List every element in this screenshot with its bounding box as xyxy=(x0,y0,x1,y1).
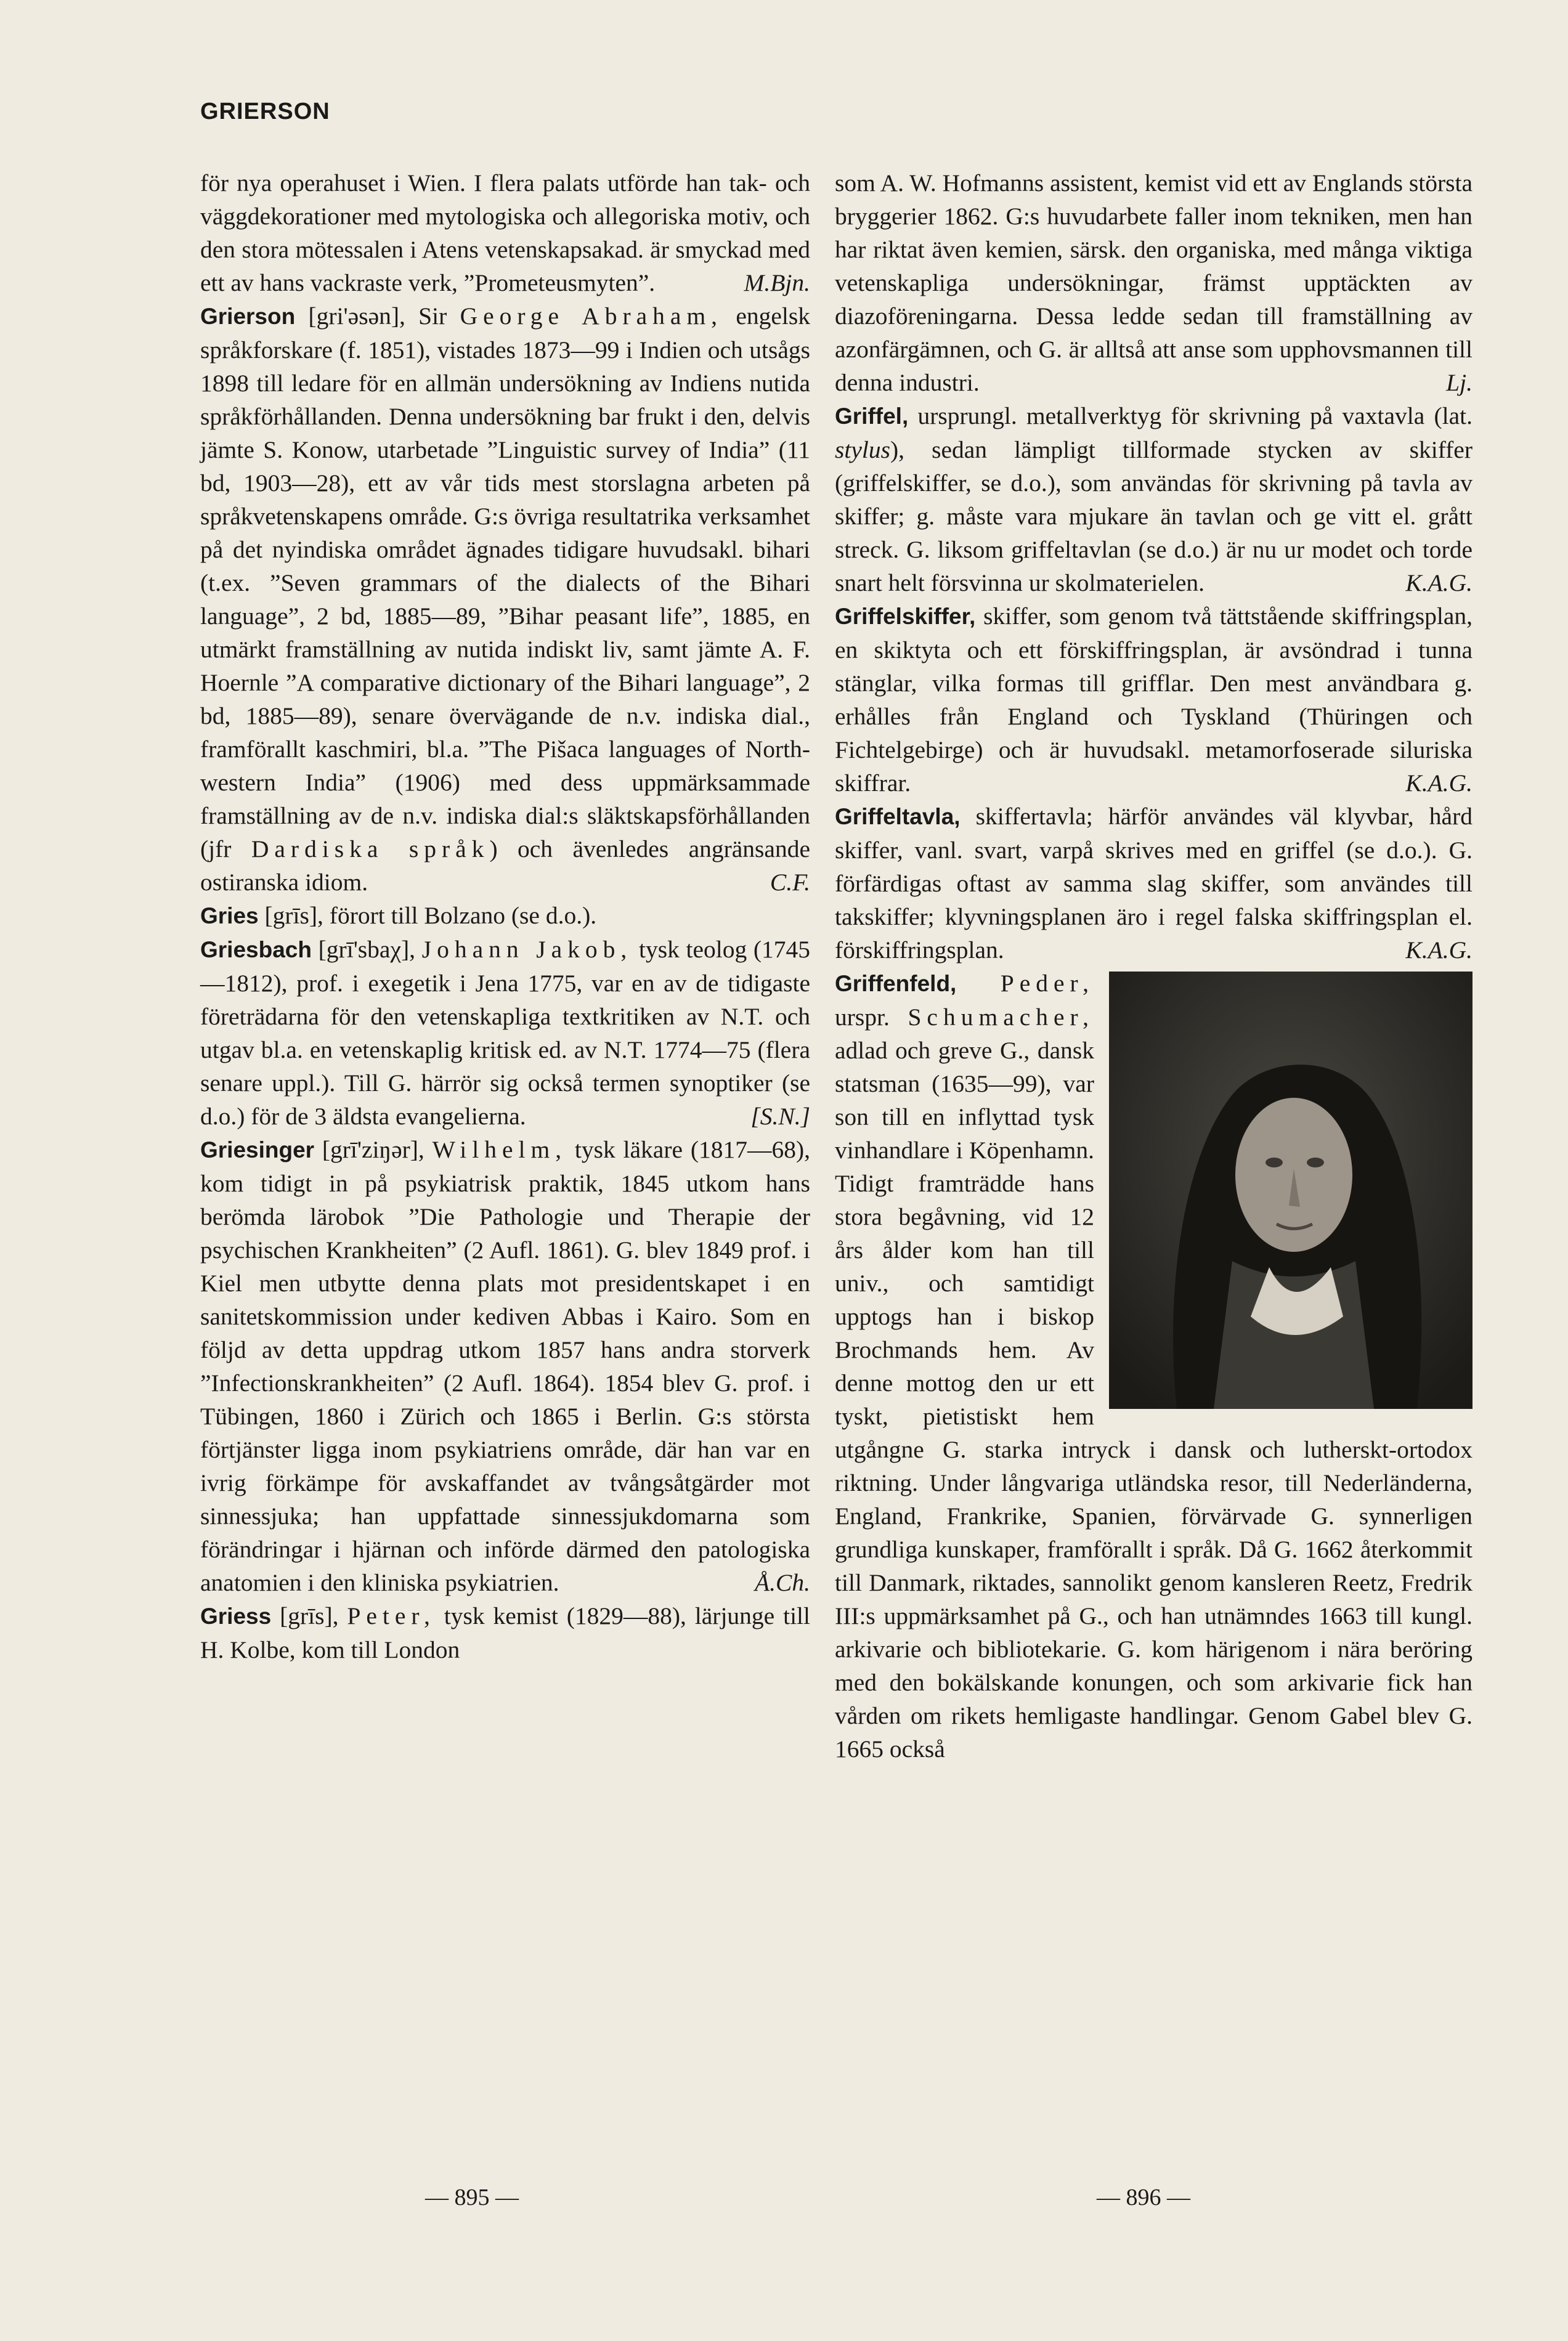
author-signature: K.A.G. xyxy=(1405,769,1473,797)
entry-text: [grīs], förort till Bolzano (se d.o.). xyxy=(264,902,597,929)
page-number-left: — 895 — xyxy=(425,2185,519,2210)
headword: Griffeltavla, xyxy=(835,804,961,829)
right-column xyxy=(835,166,1473,1766)
entry-text: ) och ävenledes angränsande ostiranska idiom. xyxy=(200,835,810,896)
person-name: Schumacher, xyxy=(908,1004,1094,1031)
entry-text: engelsk språkforskare (f. 1851), vistades 1873—99 i Indien och utsågs 1898 till ledare för en allmän undersökning av Indiens nutida språkförhållanden. Denna undersökning bar frukt i den, delvis jämte S. Konow, utarbetade ”Linguistic survey of India” (11 bd, 1903—28), ett av vår tids mest storslagna arbeten på språkvetenskapens område. G:s övriga resultatrika verksamhet på det nyindiska området ägnades tidigare huvudsakl. bihari (t.ex. ”Seven grammars of the dialects of the Bihari language”, 2 bd, 1885—89, ”Bihar peasant life”, 1885, en utmärkt framställning av nutida indiskt liv, samt jämte A. F. Hoernle ”A comparative dictionary of the Bihari language”, 2 bd, 1885—89), senare övervägande de n.v. indiska dial., framförallt kaschmiri, bl.a. ”The Pišaca languages of North-western India” (1906) med dess uppmärksammade framställning av de n.v. indiska dial:s släktskapsförhållanden (jfr xyxy=(200,302,811,862)
page-number-right: — 896 — xyxy=(1097,2185,1190,2210)
headword: Gries xyxy=(200,903,259,928)
entry-griesinger xyxy=(200,1133,810,1599)
entry-continuation xyxy=(200,166,810,299)
entry-gries xyxy=(200,899,810,933)
pronunciation: [grī'sbaχ], xyxy=(318,936,416,963)
pronunciation: [gri'əsən], Sir xyxy=(308,302,447,330)
entry-griffenfeld xyxy=(835,967,1473,1766)
headword: Griffel, xyxy=(835,404,909,429)
author-signature: [S.N.] xyxy=(750,1103,810,1130)
headword: Griess xyxy=(200,1604,272,1629)
headword: Griffelskiffer, xyxy=(835,604,976,629)
entry-continuation xyxy=(835,166,1473,399)
entry-griffel xyxy=(835,399,1473,599)
person-name: George Abraham, xyxy=(460,302,723,330)
entry-text: tysk läkare (1817—68), kom tidigt in på psykiatrisk praktik, 1845 utkom hans berömda lärobok ”Die Pathologie und Therapie der psychischen Krankheiten” (2 Aufl. 1861). G. blev 1849 prof. i Kiel men utbytte denna plats mot presidentskapet i en sanitetskommission under kediven Abbas i Kairo. Som en följd av detta uppdrag utkom 1857 hans andra storverk ”Infectionskrankheiten” (2 Aufl. 1864). 1854 blev G. prof. i Tübingen, 1860 i Zürich och 1865 i Berlin. G:s största förtjänster ligga inom psykiatriens område, där han var en ivrig förkämpe för avskaffandet av tvångsåtgärder mot sinnessjuka; han uppfattade sinnessjukdomarna som förändringar i hjärnan och införde därmed den patologiska anatomien i den kliniska psykiatrien. xyxy=(200,1136,810,1596)
entry-text: som A. W. Hofmanns assistent, kemist vid ett av Englands största bryggerier 1862. G:s huvudarbete faller inom tekniken, men han har riktat även kemien, särsk. den organiska, med många viktiga vetenskapliga undersökningar, främst upptäckten av diazoföreningarna. Dessa ledde sedan till framställning av azonfärgämnen, och G. är alltså att anse som upphovsmannen till denna industri. xyxy=(835,169,1473,396)
pronunciation: [grīs], xyxy=(280,1602,339,1629)
latin-term: stylus xyxy=(835,436,890,463)
portrait-image xyxy=(1109,972,1473,1409)
entry-text: skiffer, som genom två tättstående skiffringsplan, en skiktyta och ett förskiffringsplan, är avsöndrad i tunna stänglar, vilka formas till grifflar. Den mest användbara g. erhålles från England och Tyskland (Thüringen och Fichtelgebirge) och är huvudsakl. metamorfoserade siluriska skiffrar. xyxy=(835,602,1473,797)
entry-text: urspr. xyxy=(835,1004,890,1031)
left-column xyxy=(200,166,810,1666)
author-signature: Lj. xyxy=(1446,369,1473,396)
running-head: GRIERSON xyxy=(200,99,330,124)
entry-text: skiffertavla; härför användes väl klyvbar, hård skiffer, vanl. svart, varpå skrives med en griffel (se d.o.). G. förfärdigas oftast av samma slag skiffer, som användes till takskiffer; klyvningsplanen äro i regel falska skiffringsplan el. förskiffringsplan. xyxy=(835,803,1473,964)
headword: Griesbach xyxy=(200,937,312,962)
author-signature: M.Bjn. xyxy=(744,269,810,296)
entry-text: ursprungl. metallverktyg för skrivning på vaxtavla (lat. xyxy=(917,402,1473,429)
entry-text: tysk teolog (1745—1812), prof. i exegetik i Jena 1775, var en av de tidigaste företrädarna för den vetenskapliga textkritiken av N.T. och utgav bl.a. en vetenskaplig kritisk ed. av N.T. 1774—75 (flera senare uppl.). Till G. härrör sig också termen synoptiker (se d.o.) för de 3 äldsta evangelierna. xyxy=(200,936,811,1130)
person-name: Wilhelm, xyxy=(432,1136,567,1163)
headword: Griffenfeld, xyxy=(835,971,957,996)
headword: Grierson xyxy=(200,304,296,329)
author-signature: Å.Ch. xyxy=(755,1569,810,1596)
entry-text: tysk kemist (1829—88), lärjunge till H. Kolbe, kom till London xyxy=(200,1602,811,1663)
entry-text: för nya operahuset i Wien. I flera palats utförde han tak- och väggdekorationer med mytologiska och allegoriska motiv, och den stora mötessalen i Atens vetenskapsakad. är smyckad med ett av hans vackraste verk, ”Prometeusmyten”. xyxy=(200,169,810,296)
entry-grierson xyxy=(200,299,810,899)
headword: Griesinger xyxy=(200,1137,315,1162)
entry-griffelskiffer xyxy=(835,599,1473,800)
cross-reference: Dardiska språk xyxy=(251,835,490,862)
author-signature: K.A.G. xyxy=(1405,936,1473,964)
author-signature: C.F. xyxy=(770,869,810,896)
entry-text: adlad och greve G., dansk statsman (1635—99), var son till en inflyttad tysk vinhandlare i Köpenhamn. Tidigt framträdde hans stora begåvning, vid 12 års ålder kom han till univ., och samtidigt upptogs han i biskop Brochmands hem. Av denne mottog den ur ett tyskt, pietistiskt hem utgångne G. starka intryck i dansk och lutherskt-ortodox riktning. Under långvariga utländska resor, till Nederländerna, England, Frankrike, Spanien, förvärvade G. synnerligen grundliga kunskaper, framförallt i språk. Då G. 1662 återkommit till Danmark, riktades, sannolikt genom kansleren Reetz, Fredrik III:s uppmärksamhet på G., och han utnämndes 1663 till kungl. arkivarie och bibliotekarie. G. kom härigenom i nära beröring med den bokälskande konungen, och som arkivarie fick han vården om rikets hemligaste handlingar. Genom Gabel blev G. 1665 också xyxy=(835,1037,1473,1763)
entry-text: ), sedan lämpligt tillformade stycken av skiffer (griffelskiffer, se d.o.), som användas för skrivning på tavla av skiffer; g. måste vara mjukare än tavlan och ge vitt el. grått streck. G. liksom griffeltavlan (se d.o.) är nu ur modet och torde snart helt försvinna ur skolmaterielen. xyxy=(835,436,1473,596)
pronunciation: [grī'ziŋər], xyxy=(322,1136,424,1163)
person-name: Johann Jakob, xyxy=(421,936,633,963)
person-name: Peter, xyxy=(347,1602,436,1629)
person-name: Peder, xyxy=(1000,970,1094,997)
entry-griesbach xyxy=(200,933,810,1133)
entry-griffeltavla xyxy=(835,800,1473,967)
entry-griess xyxy=(200,1599,810,1666)
author-signature: K.A.G. xyxy=(1405,569,1473,596)
